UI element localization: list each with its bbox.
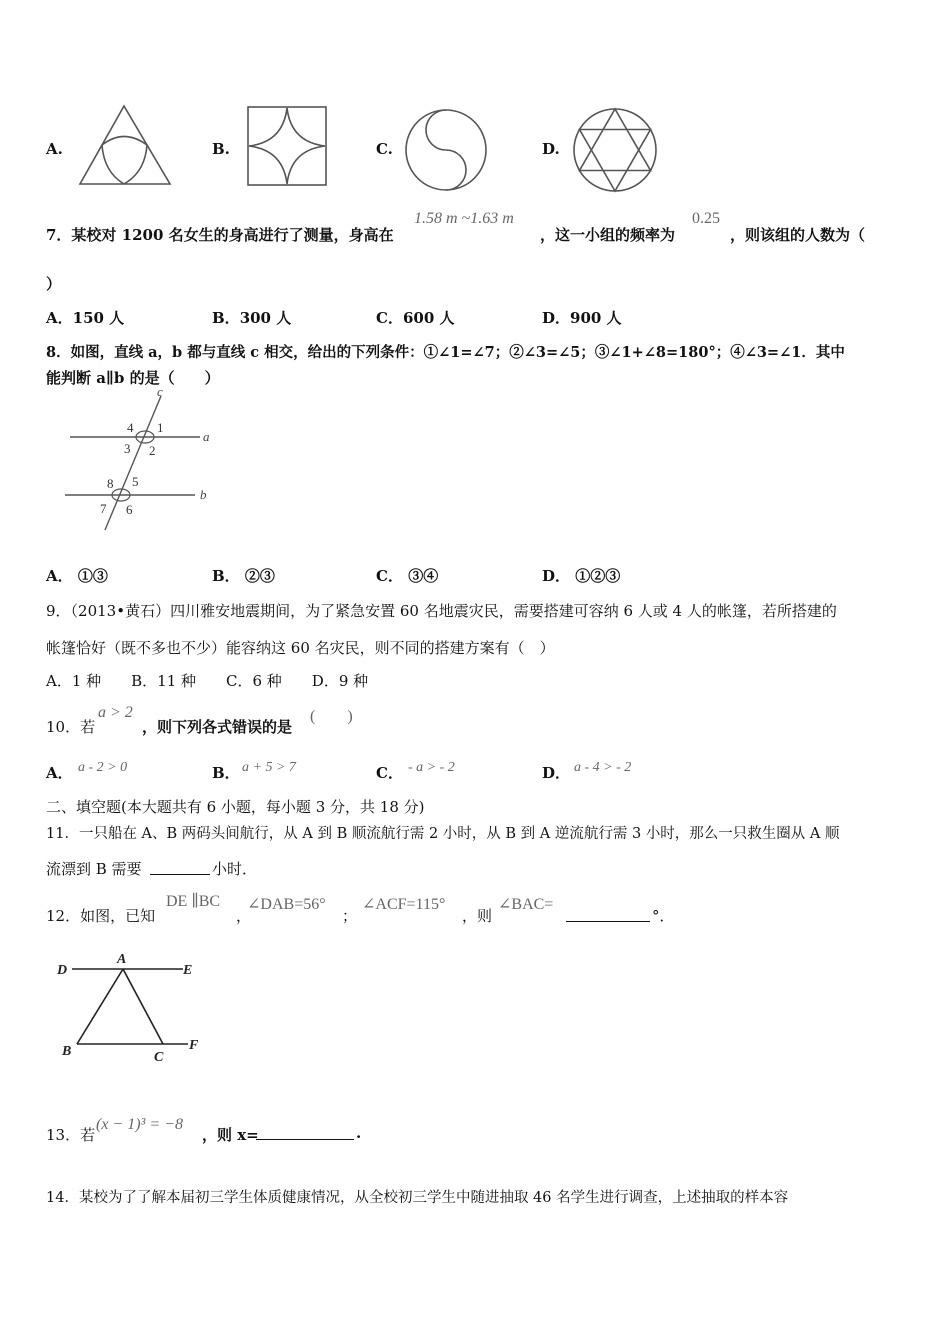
q7-height-range: 1.58 m ~1.63 m (414, 210, 514, 227)
q13-prefix: 13．若 (46, 1126, 96, 1144)
q8-option-b[interactable]: B． ②③ (212, 567, 275, 585)
q13-mid: ，则 x= (202, 1126, 259, 1144)
q14-stem: 14．某校为了了解本届初三学生体质健康情况，从全校初三学生中随进抽取 46 名学生进行调查，上述抽取的样本容 (46, 1190, 789, 1206)
q12-condition-dab: ∠DAB=56° (247, 896, 326, 913)
q10-condition: a > 2 (98, 704, 133, 721)
q12-condition-acf: ∠ACF=115° (362, 896, 446, 913)
q8-angle-1: 1 (157, 420, 164, 435)
q10-option-a[interactable]: A． (46, 764, 73, 782)
q12-point-d: D (57, 963, 68, 978)
q12-condition-parallel: DE ∥BC (166, 893, 221, 910)
q12-point-c: C (154, 1050, 164, 1065)
q12-point-e: E (183, 963, 193, 978)
q10-option-c[interactable]: C． (376, 764, 403, 782)
q6-option-a-label: A. (46, 140, 63, 158)
q8-option-d[interactable]: D． ①②③ (542, 567, 621, 585)
q12-point-a: A (117, 952, 127, 967)
q12-sep-1: ， (236, 907, 252, 925)
q9-stem-line-2: 帐篷恰好（既不多也不少）能容纳这 60 名灾民，则不同的搭建方案有（ ） (46, 639, 555, 657)
q6-option-b-label: B. (212, 140, 230, 158)
q9-options[interactable]: A．1 种 B．11 种 C．6 种 D．9 种 (46, 672, 369, 690)
q8-stem-line-1: 8．如图，直线 a，b 都与直线 c 相交，给出的下列条件：①∠1=∠7；②∠3=∠5；③∠1+∠8=180°；④∠3=∠1．其中 (46, 344, 845, 361)
q12-sep-2: ； (342, 907, 358, 925)
q11-stem-line-2a: 流漂到 B 需要 (46, 860, 142, 878)
q8-figure (60, 384, 220, 534)
q8-option-a[interactable]: A． ①③ (46, 567, 108, 585)
q10-option-d[interactable]: D． (542, 764, 571, 782)
q8-angle-6: 6 (126, 502, 133, 517)
q8-angle-4: 4 (127, 420, 134, 435)
q7-option-b[interactable]: B．300 人 (212, 309, 292, 327)
q8-angle-8: 8 (107, 476, 114, 491)
q13-answer-blank[interactable] (256, 1125, 354, 1140)
q8-angle-2: 2 (149, 443, 156, 458)
q8-label-b: b (200, 487, 207, 502)
q7-close-paren: ） (46, 275, 62, 293)
q10-paren: ( ) (310, 708, 353, 725)
q11-answer-blank[interactable] (150, 860, 210, 875)
q12-sep-3: ，则 (462, 907, 493, 925)
q6-figure-a (78, 104, 172, 186)
q12-point-b: B (62, 1044, 72, 1059)
q10-option-a-expr: a - 2 > 0 (78, 760, 128, 775)
q12-suffix: °． (652, 907, 675, 925)
q8-label-c: c (157, 384, 163, 399)
q8-angle-3: 3 (124, 441, 131, 456)
q12-point-f: F (189, 1038, 199, 1053)
q7-text-1: 7．某校对 1200 名女生的身高进行了测量，身高在 (46, 226, 394, 244)
q7-option-d[interactable]: D．900 人 (542, 309, 622, 327)
q7-text-3: ，则该组的人数为（ (730, 226, 866, 244)
q10-option-d-expr: a - 4 > - 2 (574, 760, 632, 775)
q6-figure-d (573, 108, 657, 192)
q6-option-d-label: D. (542, 140, 560, 158)
q7-text-2: ，这一小组的频率为 (540, 226, 676, 244)
q8-label-a: a (203, 429, 210, 444)
q10-option-b-expr: a + 5 > 7 (242, 760, 296, 775)
q6-option-c-label: C. (376, 140, 393, 158)
q13-suffix: . (356, 1124, 362, 1142)
q7-option-a[interactable]: A．150 人 (46, 309, 125, 327)
q8-stem-line-2: 能判断 a∥b 的是（ ） (46, 369, 220, 387)
q8-angle-7: 7 (100, 501, 107, 516)
q12-prefix: 12．如图，已知 (46, 907, 156, 925)
q6-figure-b (247, 106, 327, 186)
q8-angle-5: 5 (132, 474, 139, 489)
q11-stem-line-1: 11．一只船在 A、B 两码头间航行，从 A 到 B 顺流航行需 2 小时，从 B 到 A 逆流航行需 3 小时，那么一只救生圈从 A 顺 (46, 826, 840, 842)
q7-frequency: 0.25 (692, 210, 720, 227)
q8-option-c[interactable]: C． ③④ (376, 567, 439, 585)
q9-stem-line-1: 9．（2013•黄石）四川雅安地震期间，为了紧急安置 60 名地震灾民，需要搭建可容纳 6 人或 4 人的帐篷，若所搭建的 (46, 602, 837, 620)
q10-suffix: ，则下列各式错误的是 (142, 718, 293, 736)
section-2-heading: 二、填空题(本大题共有 6 小题，每小题 3 分，共 18 分) (46, 798, 425, 816)
q12-target-bac: ∠BAC= (498, 896, 554, 913)
q12-figure (55, 950, 215, 1068)
q7-option-c[interactable]: C．600 人 (376, 309, 455, 327)
q10-prefix: 10．若 (46, 718, 96, 736)
q11-stem-line-2b: 小时． (212, 860, 258, 878)
q10-option-c-expr: - a > - 2 (408, 760, 455, 775)
q6-figure-c (405, 109, 487, 191)
q10-option-b[interactable]: B． (212, 764, 240, 782)
q13-equation: (x − 1)³ = −8 (96, 1116, 183, 1133)
q12-answer-blank[interactable] (566, 907, 650, 922)
